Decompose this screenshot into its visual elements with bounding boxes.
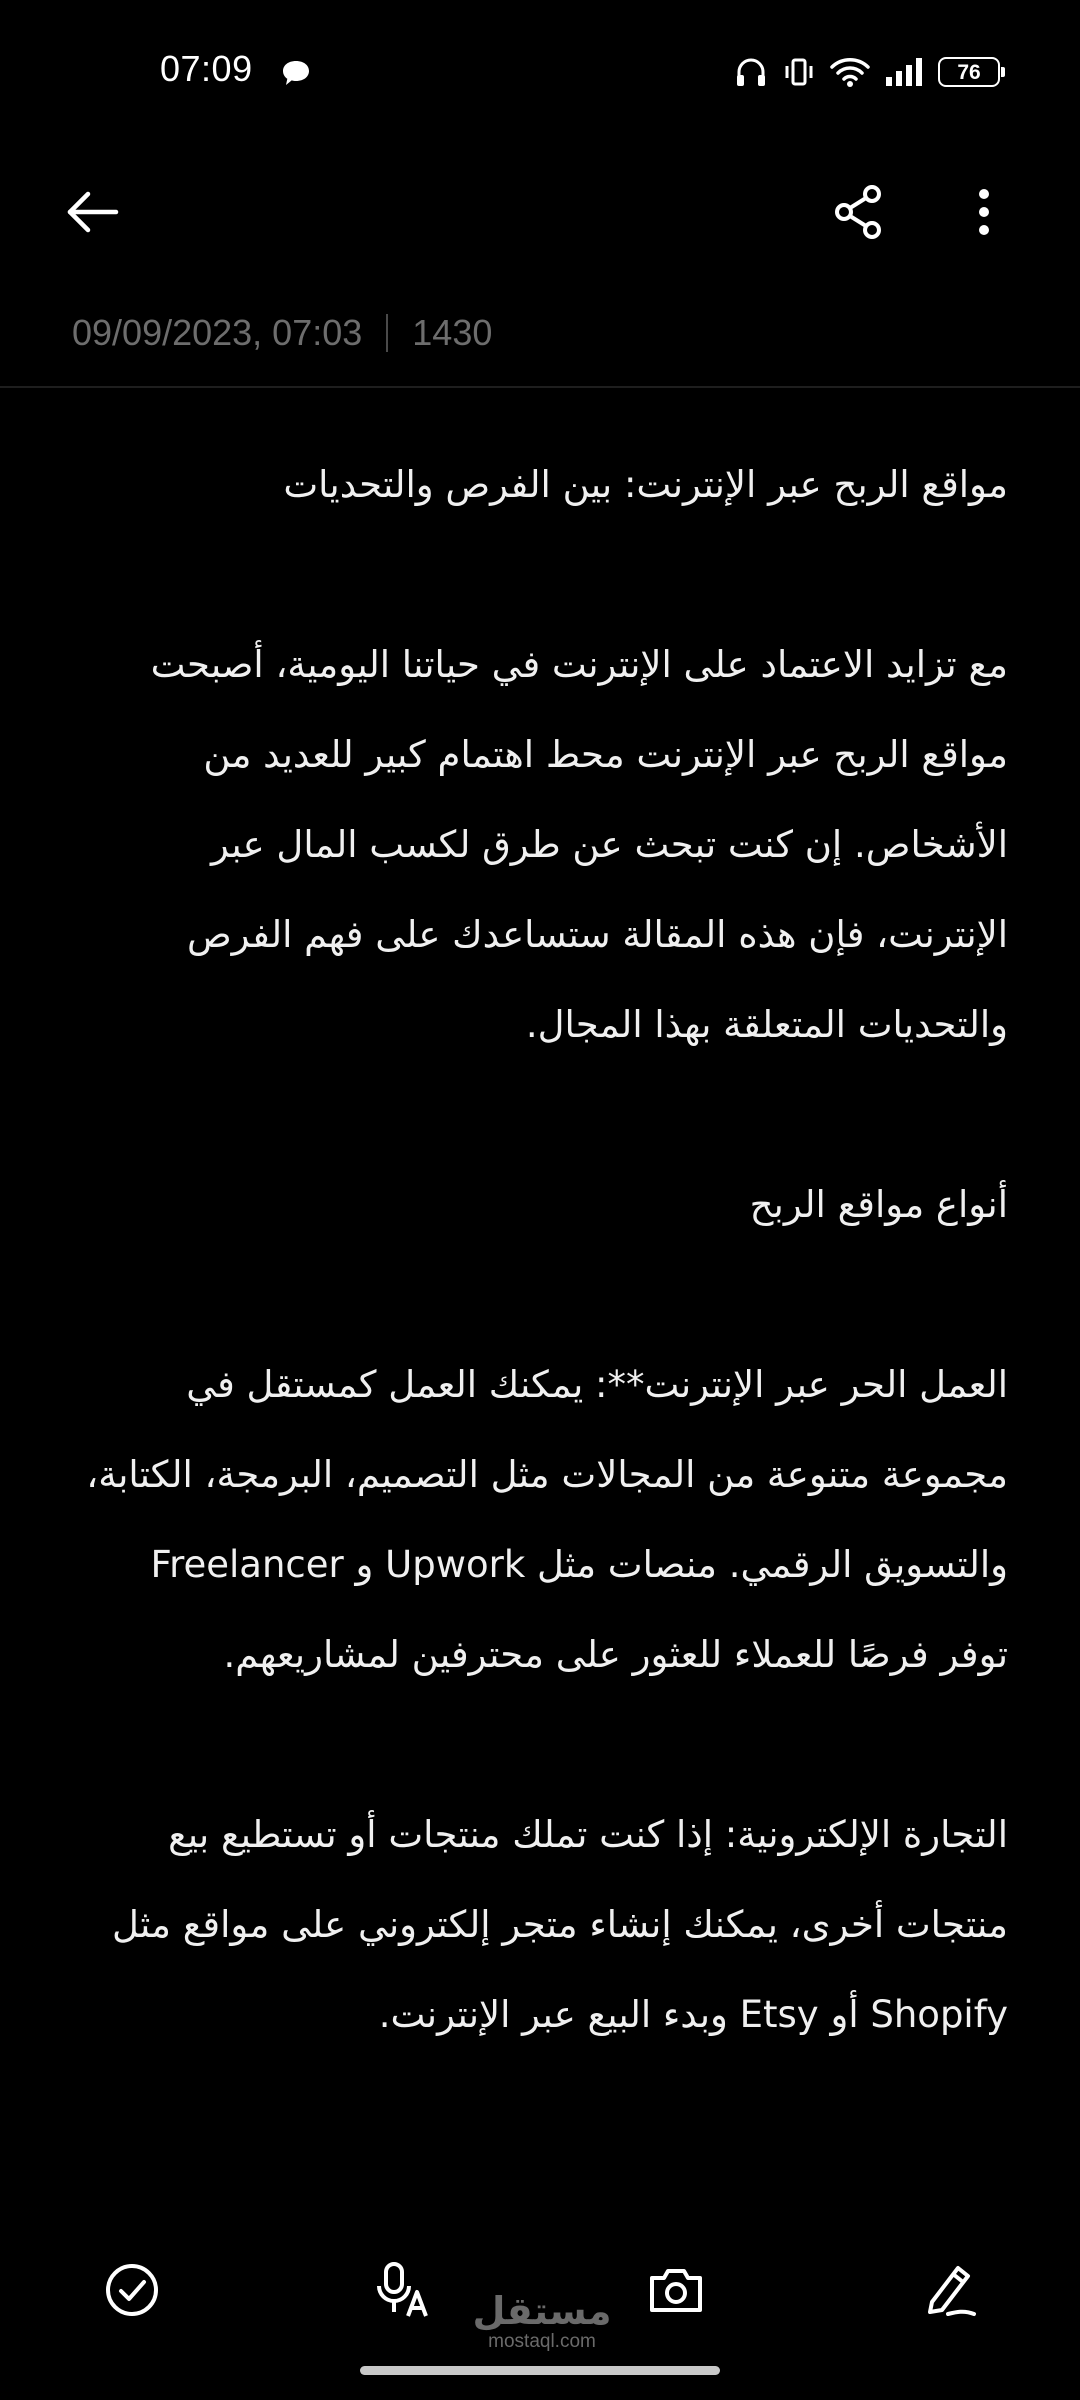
status-time: 07:09 xyxy=(160,48,253,89)
handwriting-pen-icon[interactable] xyxy=(918,2258,982,2322)
note-ecommerce-paragraph: التجارة الإلكترونية: إذا كنت تملك منتجات أو تستطيع بيع منتجات أخرى، يمكنك إنشاء متجر إلكتروني على مواقع مثل Shopify أو Etsy وبدء البيع عبر الإنترنت. xyxy=(111,1813,1008,2036)
battery-icon xyxy=(938,57,1000,87)
note-intro-paragraph: مع تزايد الاعتماد على الإنترنت في حياتنا اليومية، أصبحت مواقع الربح عبر الإنترنت محط اهتمام كبير للعديد من الأشخاص. إن كنت تبحث عن طرق لكسب المال عبر الإنترنت، فإن هذه المقالة ستساعدك على فهم الفرص والتحديات المتعلقة بهذا المجال. xyxy=(150,643,1008,1046)
note-meta xyxy=(72,312,492,354)
status-bar xyxy=(0,0,1080,140)
note-title: مواقع الربح عبر الإنترنت: بين الفرص والتحديات xyxy=(283,463,1008,506)
home-indicator[interactable] xyxy=(360,2366,720,2375)
share-icon[interactable] xyxy=(826,180,890,244)
note-freelance-paragraph: العمل الحر عبر الإنترنت**: يمكنك العمل كمستقل في مجموعة متنوعة من المجالات مثل التصميم، البرمجة، الكتابة، والتسويق الرقمي. منصات مثل Upwork و Freelancer توفر فرصًا للعملاء للعثور على محترفين لمشاريعهم. xyxy=(86,1363,1008,1676)
header-divider xyxy=(0,386,1080,388)
wifi-icon xyxy=(830,55,870,89)
checklist-icon[interactable] xyxy=(100,2258,164,2322)
status-icons xyxy=(734,50,1000,94)
chat-bubble-icon xyxy=(280,58,312,88)
mostaql-watermark xyxy=(472,2290,612,2352)
note-heading-types: أنواع مواقع الربح xyxy=(749,1183,1008,1226)
note-timestamp: 09/09/2023, 07:03 xyxy=(72,312,363,353)
back-arrow-icon[interactable] xyxy=(60,180,124,244)
meta-separator xyxy=(386,314,388,352)
headphones-icon xyxy=(734,55,768,89)
vibrate-icon xyxy=(782,55,816,89)
camera-icon[interactable] xyxy=(644,2258,708,2322)
paragraph-gap xyxy=(72,1250,1008,1340)
note-body[interactable] xyxy=(72,440,1008,2060)
more-vert-icon[interactable] xyxy=(952,180,1016,244)
paragraph-gap xyxy=(72,1700,1008,1790)
battery-level: 76 xyxy=(957,60,981,84)
paragraph-gap xyxy=(72,530,1008,620)
watermark-arabic: مستقل xyxy=(472,2289,612,2333)
note-char-count: 1430 xyxy=(412,312,493,353)
watermark-latin: mostaql.com xyxy=(488,2331,596,2352)
top-app-bar xyxy=(0,160,1080,260)
paragraph-gap xyxy=(72,1070,1008,1160)
voice-to-text-icon[interactable] xyxy=(372,2258,436,2322)
signal-icon xyxy=(884,55,924,89)
